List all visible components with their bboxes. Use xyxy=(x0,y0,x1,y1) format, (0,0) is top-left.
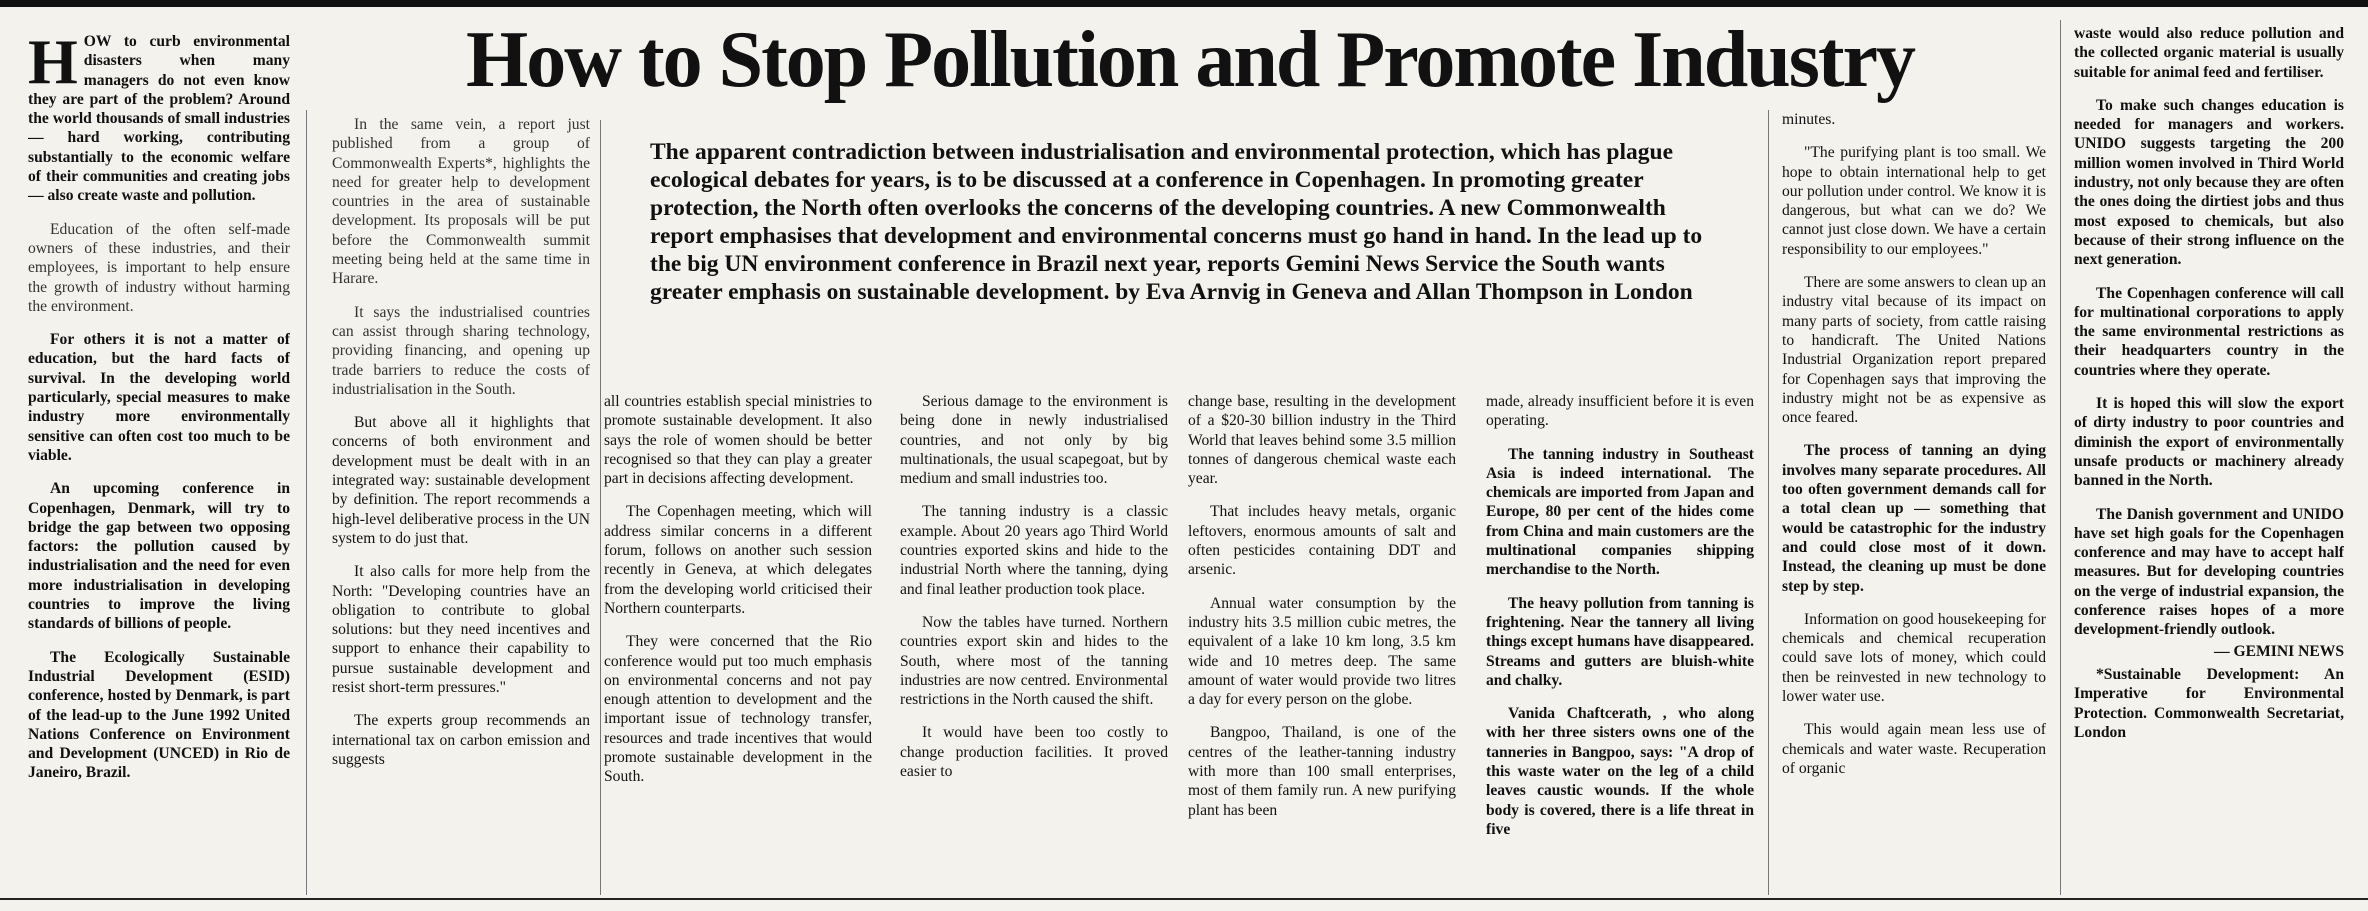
signoff: — GEMINI NEWS xyxy=(2214,642,2344,660)
column-rule xyxy=(2060,20,2061,895)
paragraph: It is hoped this will slow the export of dirty industry to poor countries and diminish the export of environmentally unsafe products or machinery already banned in the North. xyxy=(2074,395,2344,490)
paragraph: They were concerned that the Rio conference would put too much emphasis on environmental concerns and not pay enough attention to development and the important issue of technology transfer, resources and trade incentives that would promote sustainable development in the South. xyxy=(604,633,872,786)
paragraph: Education of the often self-made owners of these industries, and their employees, is important to help ensure the growth of industry without harming the environment. xyxy=(28,220,290,315)
headline: How to Stop Pollution and Promote Industry xyxy=(465,16,1915,104)
column-1 xyxy=(28,32,290,898)
paragraph: The Copenhagen conference will call for multinational corporations to apply the same environmental restrictions as their headquarters country in the countries where they operate. xyxy=(2074,284,2344,379)
top-strip xyxy=(0,0,2368,7)
column-2 xyxy=(332,115,590,895)
paragraph: The Ecologically Sustainable Industrial Development (ESID) conference, hosted by Denmark, is part of the lead-up to the June 1992 United Nations Conference on Environment and Development (UNCED) in Rio de Janeiro, Brazil. xyxy=(28,648,290,782)
paragraph: The process of tanning an dying involves many separate procedures. All too often government demands call for a total clean up — something that would be catastrophic for the industry and could close most of it down. Instead, the cleaning up must be done step by step. xyxy=(1782,442,2046,595)
column-4 xyxy=(900,392,1168,895)
paragraph: For others it is not a matter of education, but the hard facts of survival. In the developing world particularly, special measures to make industry more environmentally sensitive can often cost too much to be viable. xyxy=(28,331,290,464)
paragraph: Now the tables have turned. Northern countries export skin and hides to the South, where most of the tanning industries are now centred. Environmental restrictions in the North caused the shift. xyxy=(900,613,1168,709)
paragraph: Information on good housekeeping for chemicals and chemical recuperation could save lots of money, which could then be reinvested in new technology to lower water use. xyxy=(1782,610,2046,706)
paragraph: Serious damage to the environment is being done in newly industrialised countries, and not only by big multinationals, the usual scapegoat, but by medium and small industries too. xyxy=(900,393,1168,488)
paragraph: The Danish government and UNIDO have set high goals for the Copenhagen conference and may have to accept half measures. But for developing countries on the verge of industrial expansion, the conference raises hopes of a more development-friendly outlook. xyxy=(2074,505,2344,639)
paragraph: The Copenhagen meeting, which will address similar concerns in a different forum, follows on another such session recently in Geneva, at which delegates from the developing world criticised their Northern counterparts. xyxy=(604,503,872,617)
deck xyxy=(650,138,1730,306)
paragraph: It would have been too costly to change production facilities. It proved easier to xyxy=(900,724,1168,781)
paragraph: It also calls for more help from the North: "Developing countries have an obligation to contribute to global solutions: but they need incentives and support to enhance their capability to pursue sustainable development and resist short-term pressures." xyxy=(332,563,590,697)
byline: by Eva Arnvig in Geneva and Allan Thompson in London xyxy=(1115,279,1693,305)
bottom-rule xyxy=(0,898,2368,900)
paragraph: Annual water consumption by the industry hits 3.5 million cubic metres, the equivalent of a lake 10 km long, 3.5 km wide and 10 metres deep. The same amount of water would provide two litres a day for every person on the globe. xyxy=(1188,594,1456,709)
column-7 xyxy=(1782,110,2046,895)
column-8 xyxy=(2074,24,2344,896)
column-rule xyxy=(1768,110,1769,895)
paragraph: Vanida Chaftcerath, , who along with her three sisters owns one of the tanneries in Bangpoo, says: "A drop of this waste water on the leg of a child leaves caustic wounds. If the whole body is covered, there is a life threat in five xyxy=(1486,705,1754,838)
paragraph: But above all it highlights that concerns of both environment and development must be dealt with in an integrated way: sustainable development by definition. The report recommends a high-level deliberative process in the UN system to do just that. xyxy=(332,414,590,547)
paragraph: The tanning industry is a classic example. About 20 years ago Third World countries exported skins and hide to the industrial North where the tanning, dying and final leather production took place. xyxy=(900,503,1168,598)
paragraph: minutes. xyxy=(1782,111,1836,128)
paragraph-text: OW to curb environmental disasters when many managers do not even know they are part of the problem? Around the world thousands of small industries — hard working, contributing substantially to the economic welfare of their communities and creating jobs — also create waste and pollution. xyxy=(28,33,290,205)
paragraph: An upcoming conference in Copenhagen, Denmark, will try to bridge the gap between two opposing factors: the pollution caused by industrialisation and the need for even more industrialisation in developing countries to improve the living standards of billions of people. xyxy=(28,480,290,633)
column-rule xyxy=(600,120,601,895)
paragraph: In the same vein, a report just published from a group of Commonwealth Experts*, highlights the need for greater help to development countries in the area of sustainable development. Its proposals will be put before the Commonwealth summit meeting being held at the same time in Harare. xyxy=(332,116,590,288)
deck-text: The apparent contradiction between industrialisation and environmental protection, which has plague ecological debates for years, is to be discussed at a conference in Copenhagen. In promoting greater protection, the North often overlooks the concerns of the developing countries. A new Commonwealth report emphasises that development and environmental concerns must go hand in hand. In the lead up to the big UN environment conference in Brazil next year, reports Gemini News Service the South wants greater emphasis on sustainable development. xyxy=(650,139,1703,305)
paragraph: The experts group recommends an international tax on carbon emission and suggests xyxy=(332,712,590,768)
paragraph: The heavy pollution from tanning is frightening. Near the tannery all living things except humans have disappeared. Streams and gutters are bluish-white and chalky. xyxy=(1486,594,1754,689)
paragraph: "The purifying plant is too small. We hope to obtain international help to get our pollution under control. We know it is dangerous, but what can we do? We cannot just close down. We have a certain responsibility to our employees." xyxy=(1782,144,2046,258)
paragraph: change base, resulting in the development of a $20-30 billion industry in the Third World that leaves behind some 3.5 million tonnes of dangerous chemical waste each year. xyxy=(1188,393,1456,488)
paragraph: waste would also reduce pollution and the collected organic material is usually suitable for animal feed and fertiliser. xyxy=(2074,25,2344,81)
paragraph: It says the industrialised countries can assist through sharing technology, providing financing, and opening up trade barriers to reduce the costs of industrialisation in the South. xyxy=(332,303,590,398)
paragraph: There are some answers to clean up an industry vital because of its impact on many parts of society, from cattle raising to handicraft. The United Nations Industrial Organization report prepared for Copenhagen says that improving the industry might not be as expensive as once feared. xyxy=(1782,274,2046,427)
column-5 xyxy=(1188,392,1456,895)
paragraph: made, already insufficient before it is even operating. xyxy=(1486,393,1754,430)
column-3 xyxy=(604,392,872,895)
paragraph: That includes heavy metals, organic leftovers, enormous amounts of salt and often pesticides containing DDT and arsenic. xyxy=(1188,503,1456,579)
drop-cap: H xyxy=(28,32,78,97)
paragraph xyxy=(28,32,290,206)
column-6 xyxy=(1486,392,1754,895)
paragraph: Bangpoo, Thailand, is one of the centres of the leather-tanning industry with more than 100 small enterprises, most of them family run. A new purifying plant has been xyxy=(1188,724,1456,819)
column-rule xyxy=(306,110,307,895)
paragraph: all countries establish special ministries to promote sustainable development. It also says the role of women should be better recognised so that they can play a greater part in decisions affecting development. xyxy=(604,393,872,488)
paragraph: This would again mean less use of chemicals and water waste. Recuperation of organic xyxy=(1782,721,2046,777)
footnote: *Sustainable Development: An Imperative for Environmental Protection. Commonwealth Secretariat, London xyxy=(2074,665,2344,741)
paragraph: The tanning industry in Southeast Asia is indeed international. The chemicals are imported from Japan and Europe, 80 per cent of the hides come from China and main customers are the multinational companies shipping merchandise to the North. xyxy=(1486,445,1754,579)
paragraph: To make such changes education is needed for managers and workers. UNIDO suggests targeting the 200 million women involved in Third World industry, not only because they are often the ones doing the dirtiest jobs and thus most exposed to chemicals, but also because of their strong influence on the next generation. xyxy=(2074,96,2344,269)
